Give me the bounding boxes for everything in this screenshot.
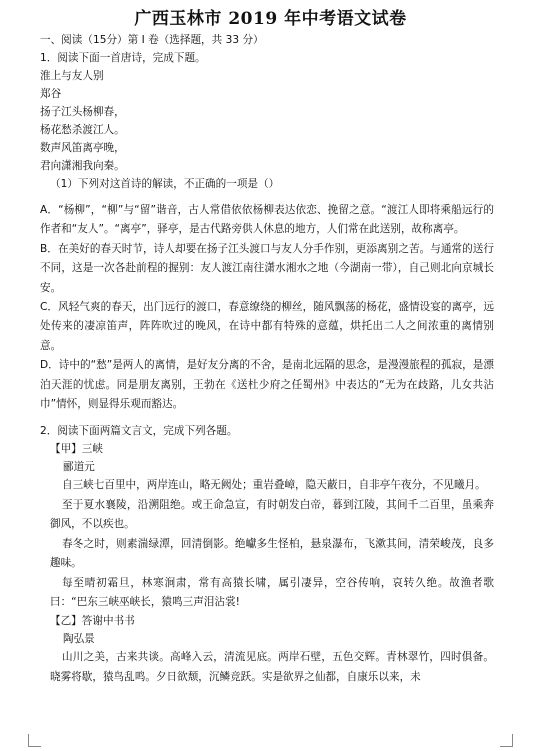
poem-title: 淮上与友人别 <box>40 70 104 82</box>
option-a: A．“杨柳”，“柳”与“留”谐音，古人常借依依杨柳表达依恋、挽留之意。“渡江人即将乘船远行的作者和“友人”。“离亭”，驿亭，是古代路旁供人休息的地方，人们常在此送别，故称离亭。 <box>40 204 494 236</box>
option-d: D．诗中的“愁”是两人的离情，是好友分离的不舍，是南北远隔的思念，是漫漫旅程的孤寂，是漂泊天涯的忧虑。同是朋友离别，王勃在《送杜少府之任蜀州》中表达的“无为在歧路，儿女共沾巾”情怀，则显得乐观而豁达。 <box>40 359 494 411</box>
option-c: C．风轻气爽的春天，出门远行的渡口，春意缭绕的柳丝，随风飘荡的杨花，盛情设宴的离亭，远处传来的凄凉笛声，阵阵吹过的晚风，在诗中都有特殊的意蕴，烘托出二人之间浓重的离情别意。 <box>40 301 494 352</box>
passage-jia-author: 郦道元 <box>63 461 95 474</box>
passage-yi-para: 山川之美，古来共谈。高峰入云，清流见底。两岸石壁，五色交辉。青林翠竹，四时俱备。晓雾将歇，猿鸟乱鸣。夕日欲颓，沉鳞竞跃。实是欲界之仙都，自康乐以来，未 <box>50 651 494 683</box>
passage-jia-para: 春冬之时，则素湍绿潭，回清倒影。绝巘多生怪柏，悬泉瀑布，飞漱其间，清荣峻茂，良多趣味。 <box>50 537 494 570</box>
poem-line: 扬子江头杨柳春， <box>40 106 125 118</box>
sub-question: （1）下列对这首诗的解读，不正确的一项是（） <box>50 178 280 190</box>
page-title: 广西玉林市 2019 年中考语文试卷 <box>134 9 407 29</box>
passage-yi-author: 陶弘景 <box>63 633 95 646</box>
passage-jia-para: 自三峡七百里中，两岸连山，略无阙处；重岩叠嶂，隐天蔽日，自非亭午夜分，不见曦月。 <box>62 479 486 492</box>
passage-jia-title: 【甲】三峡 <box>50 443 103 456</box>
section-heading: 一、阅读（15分）第 I 卷（选择题，共 33 分） <box>40 34 264 46</box>
passage-jia-para: 每至晴初霜旦，林寒涧肃，常有高猿长啸，属引凄异，空谷传响，哀转久绝。故渔者歌曰：“巴东三峡巫峡长，猿鸣三声泪沾裳! <box>50 576 494 608</box>
document-body <box>40 31 494 687</box>
page-corner-mark <box>500 734 513 747</box>
page-corner-mark <box>28 734 41 747</box>
passage-yi-title: 【乙】答谢中书书 <box>50 615 135 628</box>
question-1-prompt: 1．阅读下面一首唐诗，完成下题。 <box>40 52 206 64</box>
passage-jia-para: 至于夏水襄陵，沿溯阻绝。或王命急宣，有时朝发白帝，暮到江陵，其间千二百里，虽乘奔御风，不以疾也。 <box>50 498 494 531</box>
question-2-prompt: 2．阅读下面两篇文言文，完成下列各题。 <box>40 425 238 438</box>
poem-line: 数声风笛离亭晚， <box>40 142 125 154</box>
option-b: B．在美好的春天时节，诗人却要在扬子江头渡口与友人分手作别，更添离别之苦。与通常的送行不同，这是一次各赴前程的握别：友人渡江南往潇水湘水之地（今湖南一带），自己则北向京城长安。 <box>40 242 494 294</box>
poem-author: 郑谷 <box>40 88 62 100</box>
poem-line: 君向潇湘我向秦。 <box>40 160 125 172</box>
poem-line: 杨花愁杀渡江人。 <box>40 124 125 136</box>
